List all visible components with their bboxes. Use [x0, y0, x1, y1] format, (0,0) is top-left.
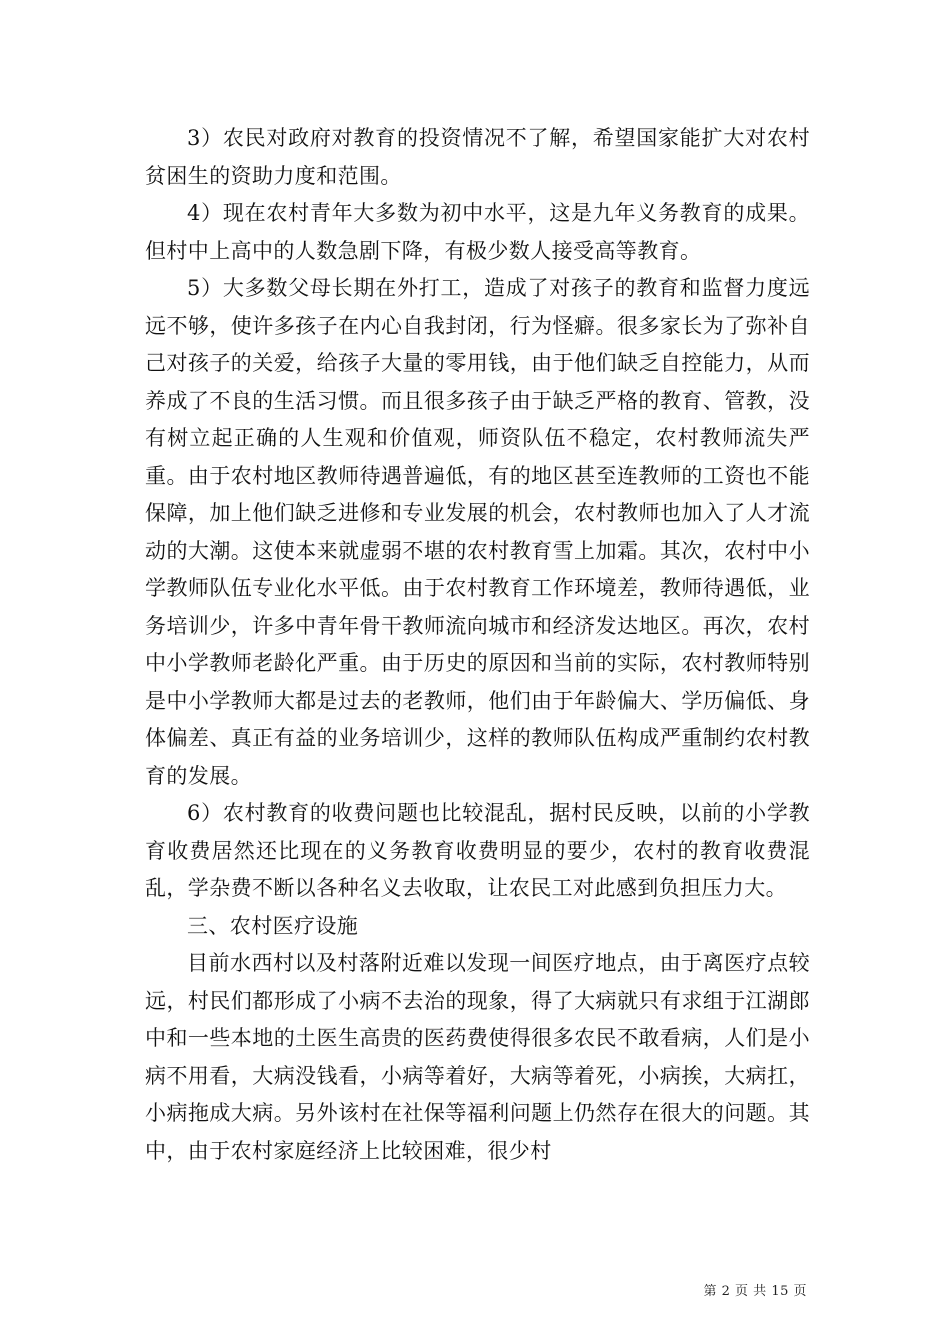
page-number: 第 2 页 共 15 页 — [703, 1284, 807, 1299]
document-body — [145, 120, 810, 1170]
paragraph-medical: 目前水西村以及村落附近难以发现一间医疗地点，由于离医疗点较远，村民们都形成了小病不去治的现象，得了大病就只有求组于江湖郎中和一些本地的土医生高贵的医药费使得很多农民不敢看病，人们是小病不用看，大病没钱看，小病等着好，大病等着死，小病挨，大病扛，小病拖成大病。另外该村在社保等福利问题上仍然存在很大的问题。其中，由于农村家庭经济上比较困难，很少村 — [145, 951, 810, 1163]
paragraph-point-5: 5）大多数父母长期在外打工，造成了对孩子的教育和监督力度远远不够，使许多孩子在内心自我封闭，行为怪癖。很多家长为了弥补自己对孩子的关爱，给孩子大量的零用钱，由于他们缺乏自控能力，从而养成了不良的生活习惯。而且很多孩子由于缺乏严格的教育、管教，没有树立起正确的人生观和价值观，师资队伍不稳定，农村教师流失严重。由于农村地区教师待遇普遍低，有的地区甚至连教师的工资也不能保障，加上他们缺乏进修和专业发展的机会，农村教师也加入了人才流动的大潮。这使本来就虚弱不堪的农村教育雪上加霜。其次，农村中小学教师队伍专业化水平低。由于农村教育工作环境差，教师待遇低，业务培训少，许多中青年骨干教师流向城市和经济发达地区。再次，农村中小学教师老龄化严重。由于历史的原因和当前的实际，农村教师特别是中小学教师大都是过去的老教师，他们由于年龄偏大、学历偏低、身体偏差、真正有益的业务培训少，这样的教师队伍构成严重制约农村教育的发展。 — [145, 276, 810, 788]
paragraph-point-3: 3）农民对政府对教育的投资情况不了解，希望国家能扩大对农村贫困生的资助力度和范围。 — [145, 126, 810, 188]
section-heading-medical: 三、农村医疗设施 — [187, 913, 359, 938]
paragraph-point-4: 4）现在农村青年大多数为初中水平，这是九年义务教育的成果。但村中上高中的人数急剧下降，有极少数人接受高等教育。 — [145, 201, 810, 263]
paragraph-point-6: 6）农村教育的收费问题也比较混乱，据村民反映，以前的小学教育收费居然还比现在的义务教育收费明显的要少，农村的教育收费混乱，学杂费不断以各种名义去收取，让农民工对此感到负担压力大。 — [145, 801, 810, 900]
